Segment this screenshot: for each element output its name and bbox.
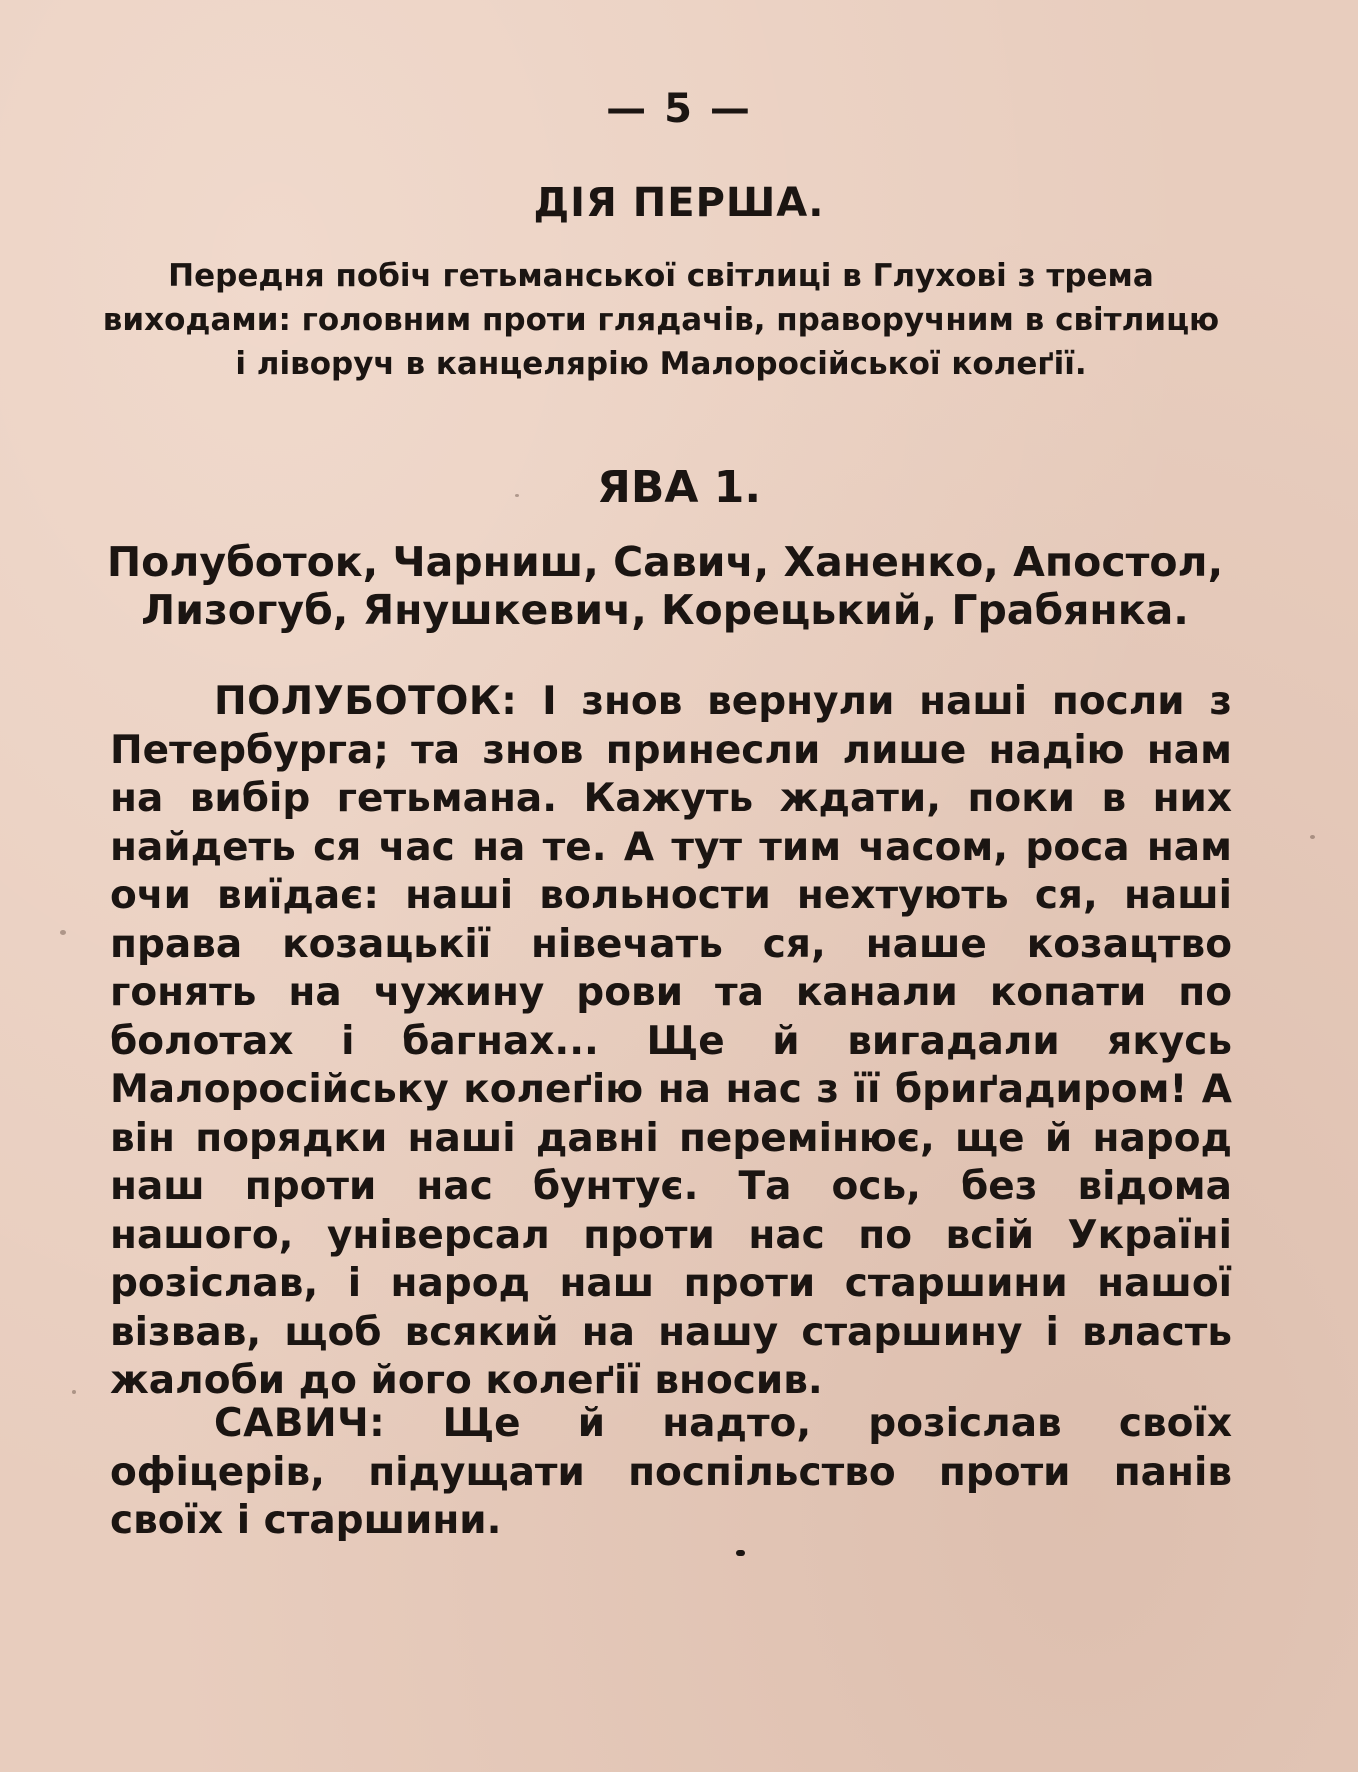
- cast-list: Полуботок, Чарниш, Савич, Ханенко, Апостол, Лизогуб, Янушкевич, Корецький, Грабянка.: [106, 538, 1224, 634]
- ink-mark: [736, 1550, 745, 1556]
- page-number: — 5 —: [606, 86, 752, 132]
- act-title: ДІЯ ПЕРША.: [533, 180, 825, 226]
- paper-speck: [72, 1390, 76, 1394]
- dialogue-text: Ще й надто, розіслав своїх офіцерів, підущати поспільство проти панів своїх і старшини.: [110, 1401, 1232, 1543]
- speaker-name: САВИЧ:: [214, 1401, 386, 1446]
- dialogue-paragraph: [110, 1400, 1232, 1546]
- stage-direction: Передня побіч гетьманської світлиці в Глухові з трема виходами: головним проти глядачів, праворучним в світлицю і ліворуч в канцелярію Малоросійської колеґії.: [102, 258, 1220, 382]
- paper-speck: [515, 494, 519, 497]
- dialogue-paragraph: [110, 678, 1232, 1406]
- scene-title: ЯВА 1.: [596, 462, 762, 513]
- dialogue-text: І знов вернули наші посли з Петербурга; та знов принесли лише надію нам на вибір гетьмана. Кажуть ждати, поки в них найдеть ся час на те. А тут тим часом, роса нам очи виїдає: наші вольности нехтують ся, наші права козацькії нівечать ся, наше козацтво гонять на чужину рови та канали копати по болотах і багнах... Ще й вигадали якусь Малоросійську колеґію на нас з її бриґадиром! А він порядки наші давні перемінює, ще й народ наш проти нас бунтує. Та ось, без відома нашого, універсал проти нас по всій Україні розіслав, і народ наш проти старшини нашої візвав, щоб всякий на нашу старшину і власть жалоби до його колеґії вносив.: [110, 679, 1233, 1403]
- paper-speck: [60, 930, 66, 935]
- paper-speck: [1310, 835, 1315, 839]
- speaker-name: ПОЛУБОТОК:: [214, 679, 518, 724]
